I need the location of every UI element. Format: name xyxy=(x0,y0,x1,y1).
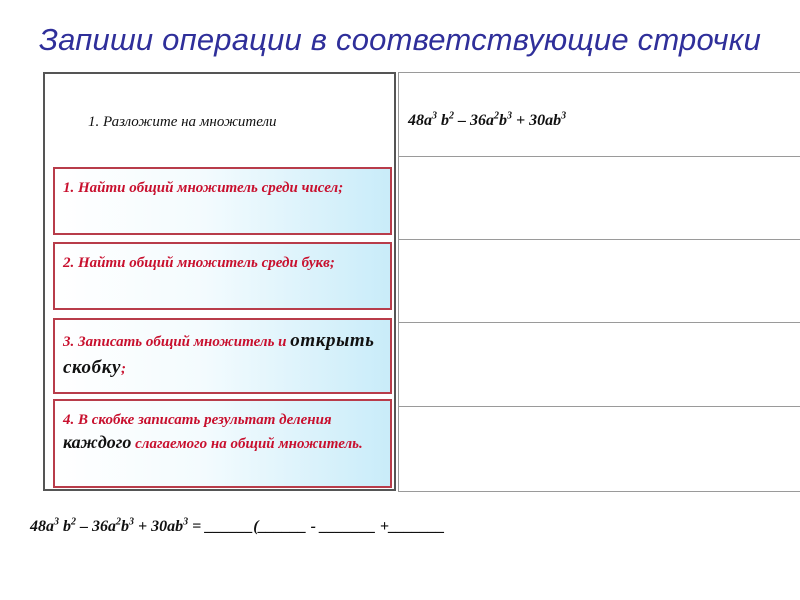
step-1-card[interactable] xyxy=(53,167,392,235)
answer-row-5 xyxy=(398,407,800,492)
step-3-card[interactable] xyxy=(53,318,392,394)
step-4-text-a: 4. В скобке записать результат деления xyxy=(63,412,332,428)
step-4-text-c: слагаемого на общий множитель. xyxy=(131,436,363,452)
step-2-card[interactable] xyxy=(53,242,392,310)
step-3-text-a: 3. Записать общий множитель и xyxy=(63,334,291,350)
page-title: Запиши операции в соответствующие строчки xyxy=(38,22,762,57)
step-1-text: 1. Найти общий множитель среди чисел; xyxy=(63,180,344,196)
step-3-text-b: открыть скобку xyxy=(63,330,375,378)
expression-bottom: $48a^3$ $b^2 - 36a^2b^3 + 30ab^3$ = ______(______ - _______ +_______ xyxy=(30,516,446,535)
step-4-text-b: каждого xyxy=(63,432,132,452)
step-3-text-c: ; xyxy=(120,361,126,377)
answer-row-2 xyxy=(398,157,800,240)
step-2-text: 2. Найти общий множитель среди букв; xyxy=(63,255,335,271)
answer-template: = ______(______ - _______ +_______ xyxy=(188,518,446,535)
step-4-card[interactable] xyxy=(53,399,392,488)
expression-top: $48a^3$ $b^2 - 36a^2b^3 + 30ab^3$ xyxy=(408,110,567,129)
answer-row-3 xyxy=(398,240,800,323)
answer-row-4 xyxy=(398,323,800,407)
task-label: 1. Разложите на множители xyxy=(88,114,277,130)
